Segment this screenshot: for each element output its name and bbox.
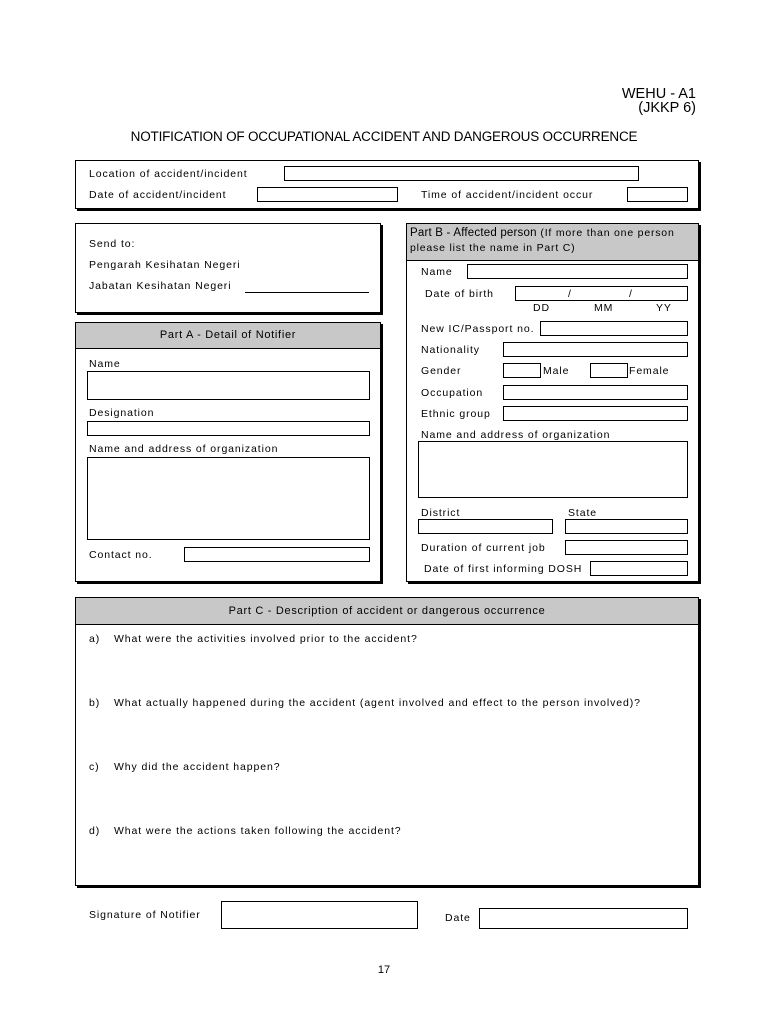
occupation-label: Occupation (421, 387, 484, 399)
send-to-state-line[interactable] (245, 292, 369, 293)
send-to-label: Send to: (89, 238, 136, 250)
signature-input[interactable] (221, 901, 418, 929)
question-a-text: What were the activities involved prior to the accident? (114, 633, 418, 645)
designation-label: Designation (89, 407, 155, 419)
signature-label: Signature of Notifier (89, 909, 201, 921)
question-c-text: Why did the accident happen? (114, 761, 281, 773)
ethnic-label: Ethnic group (421, 408, 491, 420)
accident-time-input[interactable] (627, 187, 688, 202)
part-b-header-title: Part B - Affected person (410, 227, 537, 239)
notifier-name-input[interactable] (87, 371, 370, 400)
page-title: NOTIFICATION OF OCCUPATIONAL ACCIDENT AND DANGEROUS OCCURRENCE (130, 129, 638, 144)
dob-yy-label: YY (656, 302, 672, 314)
notifier-name-label: Name (89, 358, 121, 370)
location-label: Location of accident/incident (89, 168, 248, 180)
accident-date-label: Date of accident/incident (89, 189, 227, 201)
question-d-text: What were the actions taken following the accident? (114, 825, 402, 837)
duration-label: Duration of current job (421, 542, 546, 554)
dob-dd-label: DD (533, 302, 550, 314)
question-c-letter: c) (89, 761, 100, 773)
male-label: Male (543, 365, 570, 377)
affected-org-input[interactable] (418, 441, 688, 498)
contact-label: Contact no. (89, 549, 153, 561)
dob-input[interactable] (515, 286, 688, 301)
first-inform-label: Date of first informing DOSH (424, 563, 583, 575)
part-b-header-note: (If more than one person please list the name in Part C) (410, 227, 675, 254)
gender-label: Gender (421, 365, 462, 377)
date-label: Date (445, 912, 471, 924)
accident-time-label: Time of accident/incident occur (421, 189, 594, 201)
dob-mm-label: MM (594, 302, 614, 314)
male-checkbox[interactable] (503, 363, 541, 378)
notifier-org-label: Name and address of organization (89, 443, 279, 455)
affected-org-label: Name and address of organization (421, 429, 611, 441)
female-checkbox[interactable] (590, 363, 628, 378)
part-a-header: Part A - Detail of Notifier (76, 323, 380, 349)
duration-input[interactable] (565, 540, 688, 555)
dob-separator-2: / (629, 288, 633, 300)
district-label: District (421, 507, 461, 519)
state-label: State (568, 507, 598, 519)
question-b-text: What actually happened during the accident (agent involved and effect to the person involved)? (114, 697, 641, 709)
female-label: Female (629, 365, 670, 377)
dob-separator-1: / (568, 288, 572, 300)
nationality-label: Nationality (421, 344, 480, 356)
ic-input[interactable] (540, 321, 688, 336)
page-number: 17 (377, 964, 391, 976)
nationality-input[interactable] (503, 342, 688, 357)
designation-input[interactable] (87, 421, 370, 436)
occupation-input[interactable] (503, 385, 688, 400)
accident-date-input[interactable] (257, 187, 398, 202)
send-to-line2: Jabatan Kesihatan Negeri (89, 280, 232, 292)
contact-input[interactable] (184, 547, 370, 562)
question-b-letter: b) (89, 697, 101, 709)
part-b-header (407, 224, 698, 261)
ethnic-input[interactable] (503, 406, 688, 421)
notifier-org-input[interactable] (87, 457, 370, 540)
affected-name-label: Name (421, 266, 453, 278)
affected-name-input[interactable] (467, 264, 688, 279)
form-code-sub: (JKKP 6) (638, 100, 696, 116)
question-a-letter: a) (89, 633, 101, 645)
part-c-header: Part C - Description of accident or dangerous occurrence (76, 598, 698, 625)
form-code: WEHU - A1 (621, 86, 696, 102)
dob-label: Date of birth (425, 288, 494, 300)
first-inform-input[interactable] (590, 561, 688, 576)
state-input[interactable] (565, 519, 688, 534)
send-to-line1: Pengarah Kesihatan Negeri (89, 259, 241, 271)
ic-label: New IC/Passport no. (421, 323, 535, 335)
date-input[interactable] (479, 908, 688, 929)
question-d-letter: d) (89, 825, 101, 837)
location-input[interactable] (284, 166, 639, 181)
district-input[interactable] (418, 519, 553, 534)
